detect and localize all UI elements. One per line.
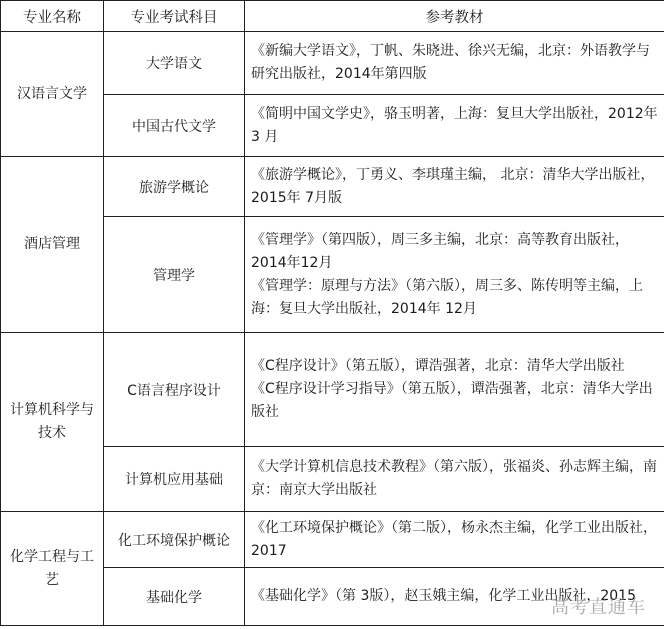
books-cell <box>245 95 664 157</box>
header-books: 参考教材 <box>245 1 664 32</box>
book-entry: 《旅游学概论》，丁勇义、李琪瑾主编， 北京：清华大学出版社，2015年 7月版 <box>251 166 655 206</box>
header-row <box>1 1 664 32</box>
books-cell <box>245 333 664 447</box>
book-entry: 《管理学》（第四版），周三多主编，北京：高等教育出版社，2014年12月 <box>251 231 629 271</box>
course-name: 管理学 <box>104 217 245 333</box>
course-name: 计算机应用基础 <box>104 447 245 512</box>
major-name: 计算机科学与技术 <box>1 333 104 512</box>
course-name: 化工环境保护概论 <box>104 512 245 568</box>
major-name: 汉语言文学 <box>1 32 104 157</box>
book-entry: 《化工环境保护概论》（第二版），杨永杰主编，化学工业出版社，2017 <box>251 519 657 559</box>
course-name: 旅游学概论 <box>104 157 245 217</box>
book-entry: 《新编大学语文》，丁帆、朱晓进、徐兴无编，北京：外语教学与研究出版社，2014年第四版 <box>251 43 650 82</box>
book-entry: 《管理学：原理与方法》（第六版），周三多、陈传明等主编，上海：复旦大学出版社，2014年 12月 <box>251 277 643 317</box>
book-entry: 《大学计算机信息技术教程》（第六版），张福炎、孙志辉主编，南京：南京大学出版社 <box>251 459 657 498</box>
watermark: 高考直通车 <box>551 597 646 618</box>
books-cell <box>245 32 664 95</box>
table-row <box>1 512 664 568</box>
major-name: 酒店管理 <box>1 157 104 333</box>
table-row <box>1 333 664 447</box>
major-name: 化学工程与工艺 <box>1 512 104 626</box>
books-cell <box>245 217 664 333</box>
header-major: 专业名称 <box>1 1 104 32</box>
book-entry: 《C程序设计学习指导》（第五版），谭浩强著，北京：清华大学出版社 <box>251 381 653 420</box>
course-name: C语言程序设计 <box>104 333 245 447</box>
course-name: 大学语文 <box>104 32 245 95</box>
table-row <box>1 32 664 95</box>
header-course: 专业考试科目 <box>104 1 245 32</box>
table-row <box>1 157 664 217</box>
book-entry: 《简明中国文学史》，骆玉明著，上海：复旦大学出版社，2012年 3 月 <box>251 105 658 145</box>
books-cell <box>245 447 664 512</box>
book-entry: 《基础化学》（第 3版），赵玉娥主编，化学工业出版社，2015 <box>251 588 636 604</box>
books-cell <box>245 157 664 217</box>
books-cell <box>245 512 664 568</box>
course-name: 基础化学 <box>104 568 245 626</box>
course-name: 中国古代文学 <box>104 95 245 157</box>
book-entry: 《C程序设计》（第五版），谭浩强著，北京：清华大学出版社 <box>251 358 625 374</box>
